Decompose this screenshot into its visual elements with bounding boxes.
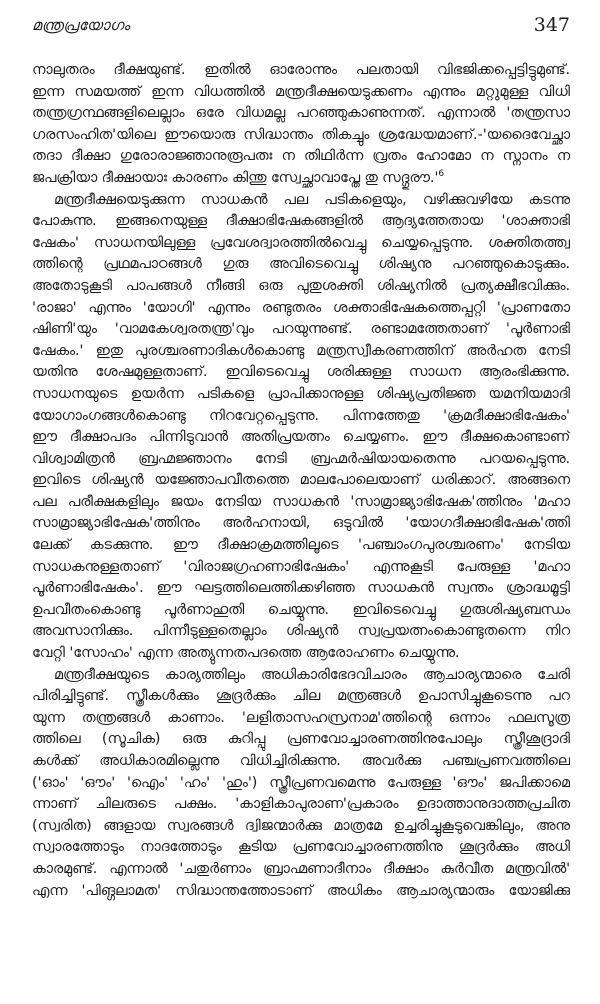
text-line: വിശ്വാമിത്രൻ ബ്രഹ്മജ്ഞാനം നേടി ബ്രഹ്മർഷിയായതെന്നു പറയപ്പെടുന്നു. bbox=[32, 450, 570, 467]
text-line: തദാ ദീക്ഷാ ഗുരോരാജ്ഞാനുരൂപതഃ ന തിഥിർന്ന വ്രതം ഹോമോ ന സ്നാനം ന bbox=[32, 148, 570, 165]
text-line: അതോടുകൂടി പാപങ്ങൾ നീങ്ങി ഒരു പുതുശക്തി ശിഷ്യനിൽ പ്രത്യക്ഷീഭവിക്കും. bbox=[32, 277, 570, 294]
text-line: സാമ്രാജ്യാഭിഷേക'ത്തിനും അർഹനായി, ഒടുവിൽ 'യോഗദീക്ഷാഭിഷേക'ത്തി bbox=[32, 515, 570, 532]
text-line: അവസാനിക്കും. പിന്നീടുള്ളതെല്ലാം ശിഷ്യൻ സ്വപ്രയത്നംകൊണ്ടുതന്നെ നിറ bbox=[32, 623, 570, 640]
text-line: എന്ന 'പിങ്ഗലാമത' സിദ്ധാന്തത്തോടാണ് അധികം ആചാര്യന്മാരും യോജിക്കു bbox=[32, 882, 570, 899]
text-line: യോഗാംഗങ്ങൾകൊണ്ടു നിറവേറ്റപ്പെടുന്നു. പിന്നത്തേതു 'ക്രമദീക്ഷാഭിഷേകം' bbox=[32, 407, 570, 424]
text-line: ഇന്ന സമയത്ത് ഇന്ന വിധത്തിൽ മന്ത്രദീക്ഷയെടുക്കണം എന്നും മറ്റുമുള്ള വിധി bbox=[32, 83, 570, 100]
paragraph-3 bbox=[32, 665, 570, 903]
text-line: ത്തിന്റെ പ്രഥമപാഠങ്ങൾ ഗുരു അവിടെവെച്ചു ശിഷ്യനു പറഞ്ഞുകൊടുക്കും. bbox=[32, 256, 570, 273]
text-line: ത്തിലെ (സൂചിക) ഒരു കുറിപ്പു പ്രണവോച്ചാരണത്തിനുപോലും സ്ത്രീശൂദ്രാദി bbox=[32, 731, 570, 748]
text-line: സാധനയുടെ ഉയർന്ന പടികളെ പ്രാപിക്കാനുള്ള ശിഷ്യപ്രതിജ്ഞ യമനിയമാദി bbox=[32, 385, 570, 402]
text-line: ന്നാണ് ചിലരുടെ പക്ഷം. 'കാളികാപുരാണ'പ്രകാരം ഉദാത്താനുദാത്തപ്രചിത bbox=[32, 796, 570, 813]
running-head: മന്ത്രപ്രയോഗം bbox=[32, 16, 130, 34]
text-line: ഇവിടെ ശിഷ്യൻ യജ്ഞോപവീതത്തെ മാലപോലെയാണ് ധരിക്കാറ്. അങ്ങനെ bbox=[32, 472, 570, 489]
text-line: ഷേകം' സാധനയിലുള്ള പ്രവേശദ്വാരത്തിൽവെച്ചു ചെയ്യപ്പെടുന്നു. ശക്തിതത്ത്വ bbox=[32, 234, 570, 251]
text-line: യുന്ന തന്ത്രങ്ങൾ കാണാം. 'ലളിതാസഹസ്രനാമ'ത്തിന്റെ ഒന്നാം ഫലസൂത്ര bbox=[32, 709, 570, 726]
body-text bbox=[32, 60, 570, 902]
text-line: ജപക്രിയാ ദീക്ഷായാഃ കാരണം കിന്തു സ്വേച്ഛാവാപ്തേ തു സദ്ഗുരൗ.' bbox=[32, 169, 439, 186]
text-line: ഉപവീതംകൊണ്ടു പൂർണാഹുതി ചെയ്യുന്നു. ഇവിടെവെച്ചു ഗുരുശിഷ്യബന്ധം bbox=[32, 601, 570, 618]
text-line: പല പരീക്ഷകളിലും ജയം നേടിയ സാധകൻ 'സാമ്രാജ്യാഭിഷേക'ത്തിനും 'മഹാ bbox=[32, 493, 570, 510]
text-line: സാധകനുള്ളതാണ് 'വിരാജഗ്രഹണാഭിഷേകം' എന്നുകൂടി പേരുള്ള 'മഹാ bbox=[32, 558, 570, 575]
text-line: പോകുന്നു. ഇങ്ങനെയുള്ള ദീക്ഷാഭിഷേകങ്ങളിൽ ആദ്യത്തേതായ 'ശാക്താഭി bbox=[32, 213, 570, 230]
page-header bbox=[32, 0, 570, 60]
text-line: പിരിച്ചിട്ടുണ്ട്. സ്ത്രീകൾക്കും ശൂദ്രർക്കും ചില മന്ത്രങ്ങൾ ഉപാസിച്ചുകൂടെന്നു പറ bbox=[32, 688, 570, 705]
text-line: കാരമുണ്ട്. എന്നാൽ 'ചതുർണാം ബ്രാഹ്മണാദീനാം ദീക്ഷാം കുർവീത മന്ത്രവിൽ' bbox=[32, 860, 570, 877]
page-number: 347 bbox=[533, 14, 570, 36]
text-line: (സ്വരിത) ങ്ങളായ സ്വരങ്ങൾ ദ്വിജന്മാർക്കു മാത്രമേ ഉച്ചരിച്ചുകൂടുവെങ്കിലും, അനു bbox=[32, 817, 570, 834]
footnote-ref[interactable]: 6 bbox=[438, 169, 445, 180]
text-line: നാലുതരം ദീക്ഷയുണ്ട്. ഇതിൽ ഓരോന്നും പലതായി വിഭജിക്കപ്പെട്ടിട്ടുമുണ്ട്. bbox=[32, 62, 570, 78]
text-line: ഷിണി'യും 'വാമകേശ്വരതന്ത്ര'വും പറയുന്നുണ്ട്. രണ്ടാമത്തേതാണ് 'പൂർണാഭി bbox=[32, 321, 570, 338]
text-line: വേറ്റി 'സോഹം' എന്ന അത്യുന്നതപദത്തെ ആരോഹണം ചെയ്യുന്നു. bbox=[32, 645, 460, 662]
text-line: മന്ത്രദീക്ഷയുടെ കാര്യത്തിലും അധികാരിഭേദവിചാരം ആചാര്യന്മാരെ ചേരി bbox=[54, 666, 570, 683]
text-line: 'രാജാ' എന്നും 'യോഗി' എന്നും രണ്ടുതരം ശക്താഭിഷേകത്തെപ്പറ്റി 'പ്രാണതോ bbox=[32, 299, 570, 316]
text-line: ഈ ദീക്ഷാപദം പിന്നിടുവാൻ അതിപ്രയത്നം ചെയ്യണം. ഈ ദീക്ഷകൊണ്ടാണ് bbox=[32, 429, 570, 446]
text-line: ('ഓം' 'ഔം' 'ഐം' 'ഹം' 'ഹും') സ്ത്രീപ്രണവമെന്നു പേരുള്ള 'ഔം' ജപിക്കാമെ bbox=[32, 774, 570, 791]
paragraph-1 bbox=[32, 60, 570, 190]
text-line: യതിനു ശേഷമുള്ളതാണ്. ഇവിടെവെച്ചു ശരിക്കുള്ള സാധന ആരംഭിക്കുന്നു. bbox=[32, 364, 570, 381]
text-line-with-footnote bbox=[32, 168, 570, 190]
paragraph-2 bbox=[32, 190, 570, 665]
text-line: ലേക്ക് കടക്കുന്നു. ഈ ദീക്ഷാക്രമത്തിലൂടെ 'പഞ്ചാംഗപുരശ്ചരണം' നേടിയ bbox=[32, 537, 570, 554]
text-line: സ്വാരത്തോടും നാദത്തോടും കൂടിയ പ്രണവോച്ചാരണത്തിനു ശൂദ്രർക്കും അധി bbox=[32, 839, 570, 856]
text-line: ഷേകം.' ഇതു പുരശ്ചരണാദികൾകൊണ്ടു മന്ത്രസ്വീകരണത്തിന് അർഹത നേടി bbox=[32, 342, 570, 359]
text-line: മന്ത്രദീക്ഷയെടുക്കുന്ന സാധകൻ പല പടികളെയും, വഴിക്കുവഴിയേ കടന്നു bbox=[54, 191, 570, 208]
text-line: കൾക്ക് അധികാരമില്ലെന്നു വിധിച്ചിരിക്കുന്നു. അവർക്കു പഞ്ചപ്രണവത്തിലെ bbox=[32, 753, 570, 769]
text-line: ഗരസംഹിത'യിലെ ഈയൊരു സിദ്ധാന്തം തികച്ചും ശ്രദ്ധേയമാണ്.-'യദൈവേച്ഛാ bbox=[32, 126, 570, 143]
text-line: തന്ത്രഗ്രന്ഥങ്ങളിലെല്ലാം ഒരേ വിധമല്ല പറഞ്ഞുകാണുന്നത്. എന്നാൽ 'തന്ത്രസാ bbox=[32, 105, 570, 122]
text-line: പൂർണാഭിഷേകം'. ഈ ഘട്ടത്തിലെത്തിക്കഴിഞ്ഞ സാധകൻ സ്വന്തം ശ്രാദ്ധമൂട്ടി bbox=[32, 580, 570, 597]
